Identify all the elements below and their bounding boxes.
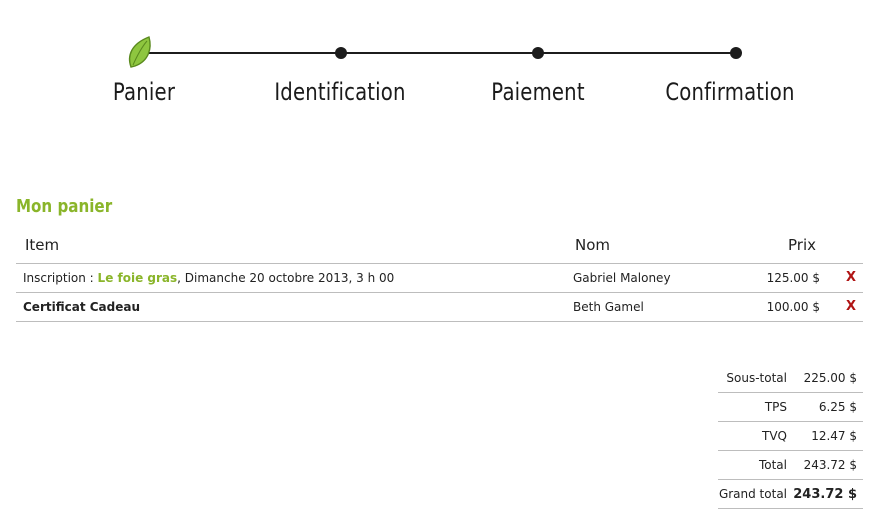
totals-row-tvq: [718, 422, 863, 451]
item-nom: Beth Gamel: [573, 300, 644, 314]
step-dot-confirmation: [730, 47, 742, 59]
subtotal-label: Sous-total: [726, 371, 787, 385]
step-dot-paiement: [532, 47, 544, 59]
step-label-paiement: Paiement: [491, 78, 585, 106]
tps-label: TPS: [764, 400, 787, 414]
header-nom: Nom: [575, 236, 611, 254]
step-label-confirmation: Confirmation: [665, 78, 795, 106]
item-prix: 125.00 $: [766, 271, 820, 285]
totals-row-subtotal: [718, 364, 863, 393]
table-row: [16, 293, 863, 322]
header-item: Item: [25, 236, 60, 254]
totals-row-tps: [718, 393, 863, 422]
tps-value: 6.25 $: [818, 400, 857, 414]
item-prefix: Inscription :: [23, 271, 98, 285]
step-label-panier: Panier: [112, 78, 176, 106]
totals-table: [718, 364, 863, 509]
step-dot-identification: [335, 47, 347, 59]
item-description: [23, 271, 394, 285]
total-label: Total: [758, 458, 787, 472]
item-nom: Gabriel Maloney: [573, 271, 671, 285]
steps-line: [142, 52, 738, 54]
item-prix: 100.00 $: [766, 300, 820, 314]
remove-item-button[interactable]: X: [846, 299, 857, 314]
item-suffix: , Dimanche 20 octobre 2013, 3 h 00: [177, 271, 395, 285]
remove-item-button[interactable]: X: [846, 270, 857, 285]
item-description: Certificat Cadeau: [23, 300, 141, 314]
table-row: [16, 264, 863, 293]
step-label-identification: Identification: [274, 78, 406, 106]
tvq-value: 12.47 $: [811, 429, 857, 443]
totals-row-grand-total: [718, 480, 863, 509]
grand-total-value: 243.72 $: [793, 487, 857, 502]
cart-title: Mon panier: [16, 196, 113, 217]
subtotal-value: 225.00 $: [803, 371, 857, 385]
totals-row-total: [718, 451, 863, 480]
event-link[interactable]: Le foie gras: [97, 271, 178, 285]
checkout-steps: [0, 0, 880, 130]
total-value: 243.72 $: [803, 458, 857, 472]
cart-table: [16, 230, 863, 322]
header-prix: Prix: [788, 236, 816, 254]
grand-total-label: Grand total: [718, 487, 787, 501]
tvq-label: TVQ: [762, 429, 787, 443]
cart-header-row: [16, 230, 863, 264]
leaf-icon: [125, 34, 159, 70]
